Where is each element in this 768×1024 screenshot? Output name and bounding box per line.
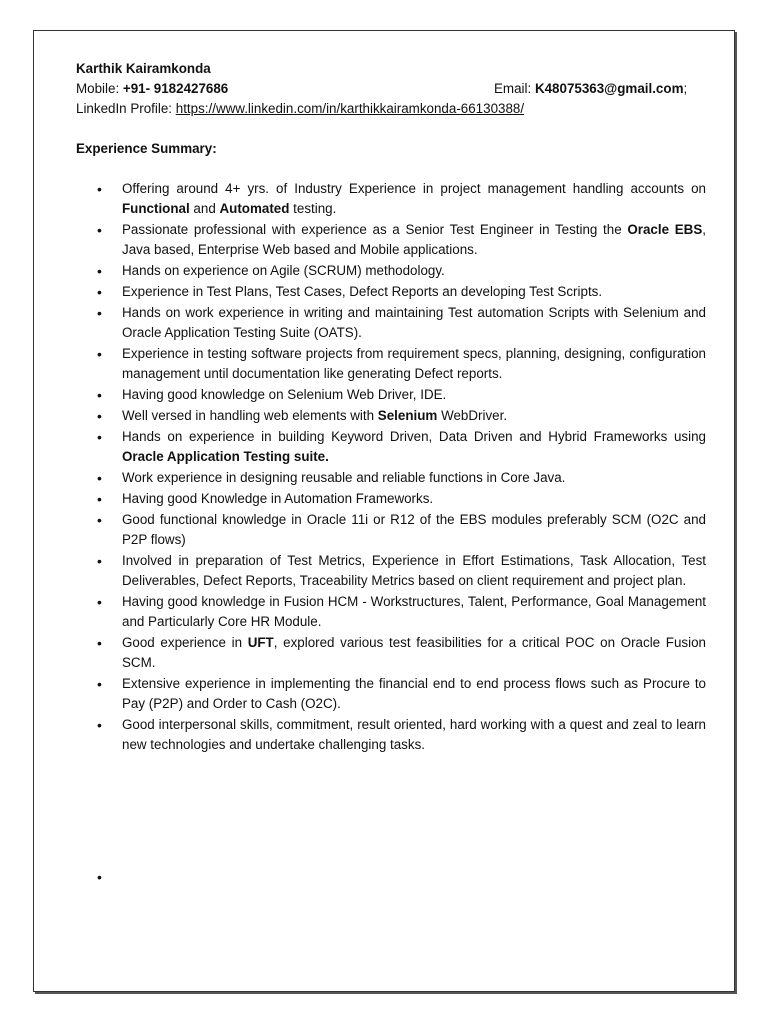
summary-item-text: Good interpersonal skills, commitment, result oriented, hard working with a quest and zeal to learn new technologies and undertake challenging tasks. (122, 717, 706, 752)
email-value[interactable]: K48075363@gmail.com (534, 81, 684, 96)
summary-item-text: Offering around 4+ yrs. of Industry Experience in project management handling accounts on (122, 181, 706, 196)
summary-item-text: Experience in testing software projects from requirement specs, planning, designing, configuration management until documentation like generating Defect reports. (122, 346, 706, 381)
linkedin-row (76, 99, 706, 119)
summary-item (76, 344, 706, 384)
summary-item-text: testing. (289, 201, 337, 216)
summary-item-text: , explored various test feasibilities for a critical POC on Oracle Fusion SCM. (122, 635, 706, 670)
summary-item-bold-text: Oracle Application Testing suite. (122, 449, 329, 464)
summary-item-text: Hands on work experience in writing and maintaining Test automation Scripts with Selenium and Oracle Application Testing Suite (OATS). (122, 305, 706, 340)
bullet-dot: • (97, 635, 102, 651)
summary-item-text: Good experience in (122, 635, 248, 650)
bullet-dot: • (97, 491, 102, 507)
bullet-dot: • (97, 429, 102, 445)
bullet-dot: • (97, 512, 102, 528)
summary-item-text: Work experience in designing reusable and reliable functions in Core Java. (122, 470, 566, 485)
summary-item-text: Hands on experience on Agile (SCRUM) methodology. (122, 263, 445, 278)
document-page (33, 30, 735, 992)
linkedin-label: LinkedIn Profile: (76, 101, 176, 116)
bullet-dot: • (97, 553, 102, 569)
summary-item-bold-text: Functional (122, 201, 190, 216)
summary-item (76, 674, 706, 714)
bullet-dot: • (97, 408, 102, 424)
summary-item-text: Extensive experience in implementing the financial end to end process flows such as Procure to Pay (P2P) and Order to Cash (O2C). (122, 676, 706, 711)
summary-item-text: , Java based, Enterprise Web based and Mobile applications. (122, 222, 706, 257)
summary-item (76, 179, 706, 219)
bullet-dot: • (97, 181, 102, 197)
summary-item (76, 489, 706, 509)
summary-item (76, 303, 706, 343)
linkedin-link[interactable]: https://www.linkedin.com/in/karthikkairamkonda-66130388/ (175, 101, 525, 116)
bullet-dot: • (97, 284, 102, 300)
summary-item-text: WebDriver. (437, 408, 508, 423)
summary-item-text: Hands on experience in building Keyword Driven, Data Driven and Hybrid Frameworks using (122, 429, 706, 444)
summary-item (76, 592, 706, 632)
email-suffix: ; (683, 81, 688, 96)
summary-item (76, 406, 706, 426)
email-block (494, 79, 687, 99)
email-label: Email: (494, 81, 535, 96)
summary-item-text: Well versed in handling web elements with (122, 408, 378, 423)
summary-item-text: Having good Knowledge in Automation Frameworks. (122, 491, 434, 506)
bullet-dot: • (97, 305, 102, 321)
summary-item (76, 633, 706, 673)
resume-content (76, 59, 706, 885)
summary-item (76, 468, 706, 488)
summary-item-bold-text: Oracle EBS (627, 222, 703, 237)
candidate-name: Karthik Kairamkonda (76, 61, 211, 76)
summary-item (76, 551, 706, 591)
summary-item-bold-text: Automated (219, 201, 290, 216)
summary-item-text: and (189, 201, 220, 216)
summary-item-bold-text: UFT (247, 635, 274, 650)
summary-item (76, 220, 706, 260)
experience-summary-title: Experience Summary: (76, 141, 217, 156)
summary-item-text: Experience in Test Plans, Test Cases, Defect Reports an developing Test Scripts. (122, 284, 603, 299)
empty-bullet: • (97, 869, 102, 885)
summary-item (76, 715, 706, 755)
bullet-dot: • (97, 387, 102, 403)
summary-item (76, 282, 706, 302)
summary-item (76, 510, 706, 550)
bullet-dot: • (97, 222, 102, 238)
summary-item-bold-text: Selenium (377, 408, 438, 423)
bullet-dot: • (97, 594, 102, 610)
bullet-dot: • (97, 346, 102, 362)
summary-item (76, 385, 706, 405)
summary-item-text: Involved in preparation of Test Metrics, Experience in Effort Estimations, Task Allocation, Test Deliverables, Defect Reports, Traceability Metrics based on client requirement and project plan. (122, 553, 706, 588)
summary-item-text: Having good knowledge in Fusion HCM - Workstructures, Talent, Performance, Goal Management and Particularly Core HR Module. (122, 594, 706, 629)
summary-item (76, 427, 706, 467)
mobile-value: +91- 9182427686 (122, 81, 229, 96)
bullet-dot: • (97, 717, 102, 733)
summary-item (76, 261, 706, 281)
bullet-dot: • (97, 676, 102, 692)
bullet-dot: • (97, 263, 102, 279)
mobile-label: Mobile: (76, 81, 123, 96)
summary-item-text: Having good knowledge on Selenium Web Driver, IDE. (122, 387, 447, 402)
experience-summary-list (76, 179, 706, 755)
summary-item-text: Passionate professional with experience as a Senior Test Engineer in Testing the (122, 222, 628, 237)
bullet-dot: • (97, 470, 102, 486)
contact-row (76, 79, 706, 99)
summary-item-text: Good functional knowledge in Oracle 11i or R12 of the EBS modules preferably SCM (O2C and P2P flows) (122, 512, 706, 547)
